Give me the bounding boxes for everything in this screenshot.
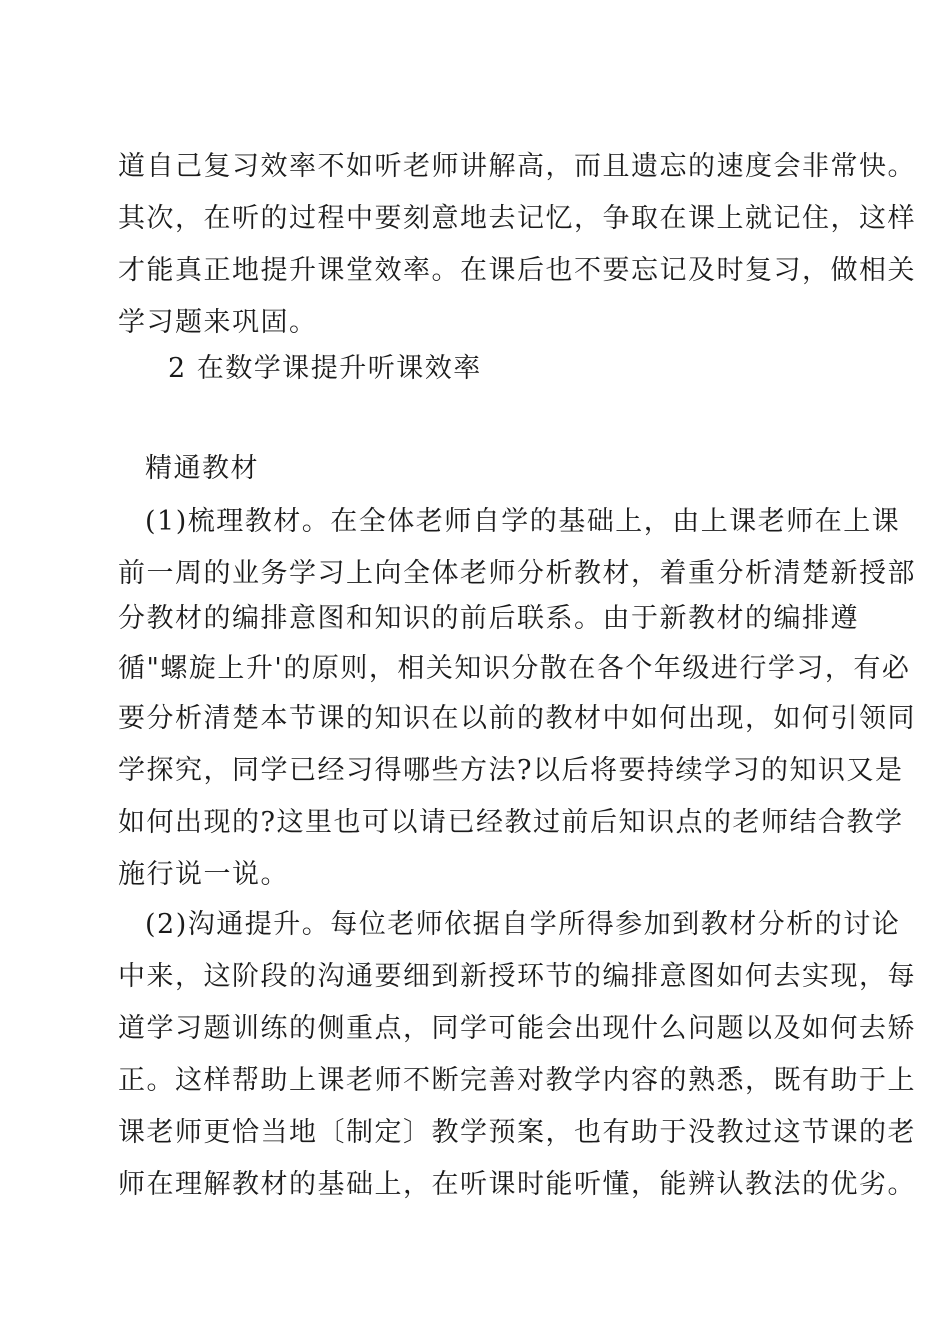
- paragraph-line: 循"螺旋上升'的原则，相关知识分散在各个年级进行学习，有必: [118, 653, 911, 684]
- paragraph-line: (1)梳理教材。在全体老师自学的基础上，由上课老师在上课: [145, 506, 901, 537]
- paragraph-line: 才能真正地提升课堂效率。在课后也不要忘记及时复习，做相关: [118, 255, 916, 286]
- section-heading: 2 在数学课提升听课效率: [168, 353, 482, 384]
- paragraph-line: 要分析清楚本节课的知识在以前的教材中如何出现，如何引领同: [118, 703, 916, 734]
- paragraph-line: (2)沟通提升。每位老师依据自学所得参加到教材分析的讨论: [145, 909, 901, 940]
- paragraph-line: 师在理解教材的基础上，在听课时能听懂，能辨认教法的优劣。: [118, 1169, 916, 1200]
- subsection-heading: 精通教材: [145, 453, 259, 484]
- paragraph-line: 分教材的编排意图和知识的前后联系。由于新教材的编排遵: [118, 603, 859, 634]
- paragraph-line: 其次，在听的过程中要刻意地去记忆，争取在课上就记住，这样: [118, 203, 916, 234]
- paragraph-line: 如何出现的?这里也可以请已经教过前后知识点的老师结合教学: [118, 807, 904, 838]
- paragraph-line: 道学习题训练的侧重点，同学可能会出现什么问题以及如何去矫: [118, 1013, 916, 1044]
- paragraph-line: 道自己复习效率不如听老师讲解高，而且遗忘的速度会非常快。: [118, 151, 916, 182]
- paragraph-line: 中来，这阶段的沟通要细到新授环节的编排意图如何去实现，每: [118, 961, 916, 992]
- paragraph-line: 施行说一说。: [118, 859, 289, 890]
- paragraph-line: 学习题来巩固。: [118, 307, 318, 338]
- paragraph-line: 课老师更恰当地〔制定〕教学预案，也有助于没教过这节课的老: [118, 1117, 916, 1148]
- paragraph-line: 正。这样帮助上课老师不断完善对教学内容的熟悉，既有助于上: [118, 1065, 916, 1096]
- paragraph-line: 前一周的业务学习上向全体老师分析教材，着重分析清楚新授部: [118, 558, 916, 589]
- paragraph-line: 学探究，同学已经习得哪些方法?以后将要持续学习的知识又是: [118, 755, 904, 786]
